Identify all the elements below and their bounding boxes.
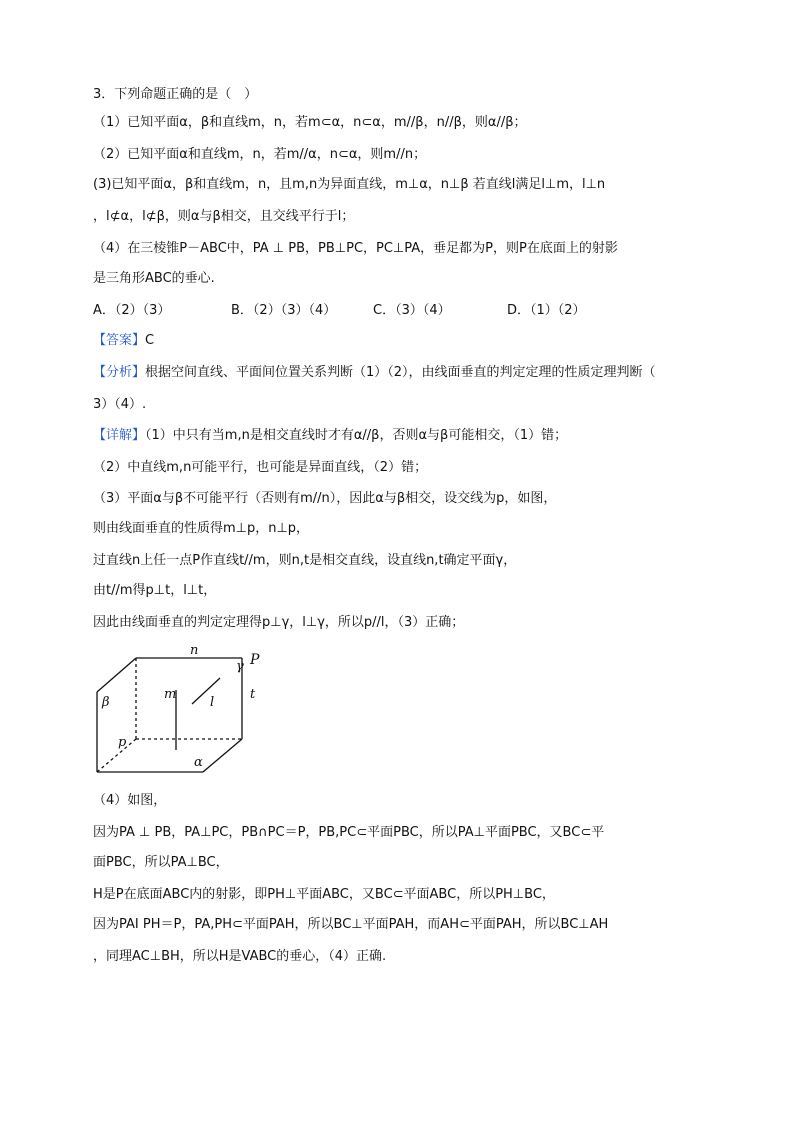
figure-line-l xyxy=(192,678,220,704)
option-a: A．（2）（3） xyxy=(93,303,171,318)
question-stem: 3．下列命题正确的是（ ） xyxy=(93,87,258,102)
detail-line11: H是P在底面ABC内的射影，即PH⊥平面ABC，又BC⊂平面ABC，所以PH⊥BC， xyxy=(93,887,555,902)
proposition-3-line2: ，l⊄α，l⊄β，则α与β相交，且交线平行于l； xyxy=(93,209,355,224)
detail-line10: 面PBC，所以PA⊥BC， xyxy=(93,855,229,870)
proposition-3-line1: (3)已知平面α，β和直线m，n，且m,n为异面直线，m⊥α，n⊥β 若直线l满足l⊥m，l⊥n xyxy=(93,177,606,192)
option-b: B．（2）（3）（4） xyxy=(231,303,337,318)
figure-label-P: P xyxy=(250,652,260,668)
figure-label-m: m xyxy=(164,687,177,702)
option-c: C．（3）（4） xyxy=(373,303,451,318)
figure-label-beta: β xyxy=(102,695,110,710)
figure-label-p: p xyxy=(118,735,127,750)
figure-label-t: t xyxy=(250,687,256,702)
analysis-line2: 3）（4）. xyxy=(93,397,147,412)
figure-label-alpha: α xyxy=(194,755,203,770)
detail-line6: 由t//m得p⊥t，l⊥t， xyxy=(93,583,217,598)
detail-line1 xyxy=(93,427,713,445)
detail-line12: 因为PAI PH＝P，PA,PH⊂平面PAH，所以BC⊥平面PAH，而AH⊂平面PAH，所以BC⊥AH xyxy=(93,917,609,932)
answer-line xyxy=(93,332,713,350)
figure-label-gamma: γ xyxy=(236,659,244,674)
detail-line3: （3）平面α与β不可能平行（否则有m//n），因此α与β相交，设交线为p，如图， xyxy=(93,491,557,506)
detail-line2: （2）中直线m,n可能平行，也可能是异面直线，（2）错； xyxy=(93,460,428,475)
proposition-2: （2）已知平面α和直线m，n，若m//α，n⊂α，则m//n； xyxy=(93,147,427,162)
detail-line4: 则由线面垂直的性质得m⊥p，n⊥p， xyxy=(93,521,310,536)
detail-line9: 因为PA ⊥ PB，PA⊥PC，PB∩PC＝P，PB,PC⊂平面PBC，所以PA⊥平面PBC，又BC⊂平 xyxy=(93,825,605,840)
figure-label-n: n xyxy=(190,643,199,658)
answer-tag: 【答案】 xyxy=(93,333,146,348)
answer-value: C xyxy=(145,333,155,348)
proposition-1: （1）已知平面α，β和直线m，n，若m⊂α，n⊂α，m//β，n//β，则α//β； xyxy=(93,115,527,130)
analysis-tag: 【分析】 xyxy=(93,365,146,380)
detail-line7: 因此由线面垂直的判定定理得p⊥γ，l⊥γ，所以p//l，（3）正确； xyxy=(93,615,465,630)
figure-front-bottom-right-edge xyxy=(203,739,242,772)
figure-label-l: l xyxy=(210,695,215,710)
proposition-4-line2: 是三角形ABC的垂心. xyxy=(93,271,215,286)
detail-line8: （4）如图， xyxy=(93,793,167,808)
detail-tag: 【详解】 xyxy=(93,428,146,443)
proposition-4-line1: （4）在三棱锥P－ABC中，PA ⊥ PB，PB⊥PC，PC⊥PA，垂足都为P，则P在底面上的射影 xyxy=(93,241,618,256)
detail-line13: ，同理AC⊥BH，所以H是VABC的垂心，（4）正确. xyxy=(93,949,387,964)
figure-top-left-edge xyxy=(97,658,136,692)
analysis-text: 根据空间直线、平面间位置关系判断（1）（2），由线面垂直的判定定理的性质定理判断（ xyxy=(145,365,656,380)
analysis-line1 xyxy=(93,364,713,382)
option-d: D．（1）（2） xyxy=(507,303,586,318)
plane-intersection-figure xyxy=(90,642,270,778)
detail-line5: 过直线n上任一点P作直线t//m，则n,t是相交直线，设直线n,t确定平面γ， xyxy=(93,553,517,568)
figure-intersection-dashed xyxy=(97,739,136,772)
detail-text-1: （1）中只有当m,n是相交直线时才有α//β，否则α与β可能相交，（1）错； xyxy=(145,428,568,443)
options-row xyxy=(93,302,713,320)
